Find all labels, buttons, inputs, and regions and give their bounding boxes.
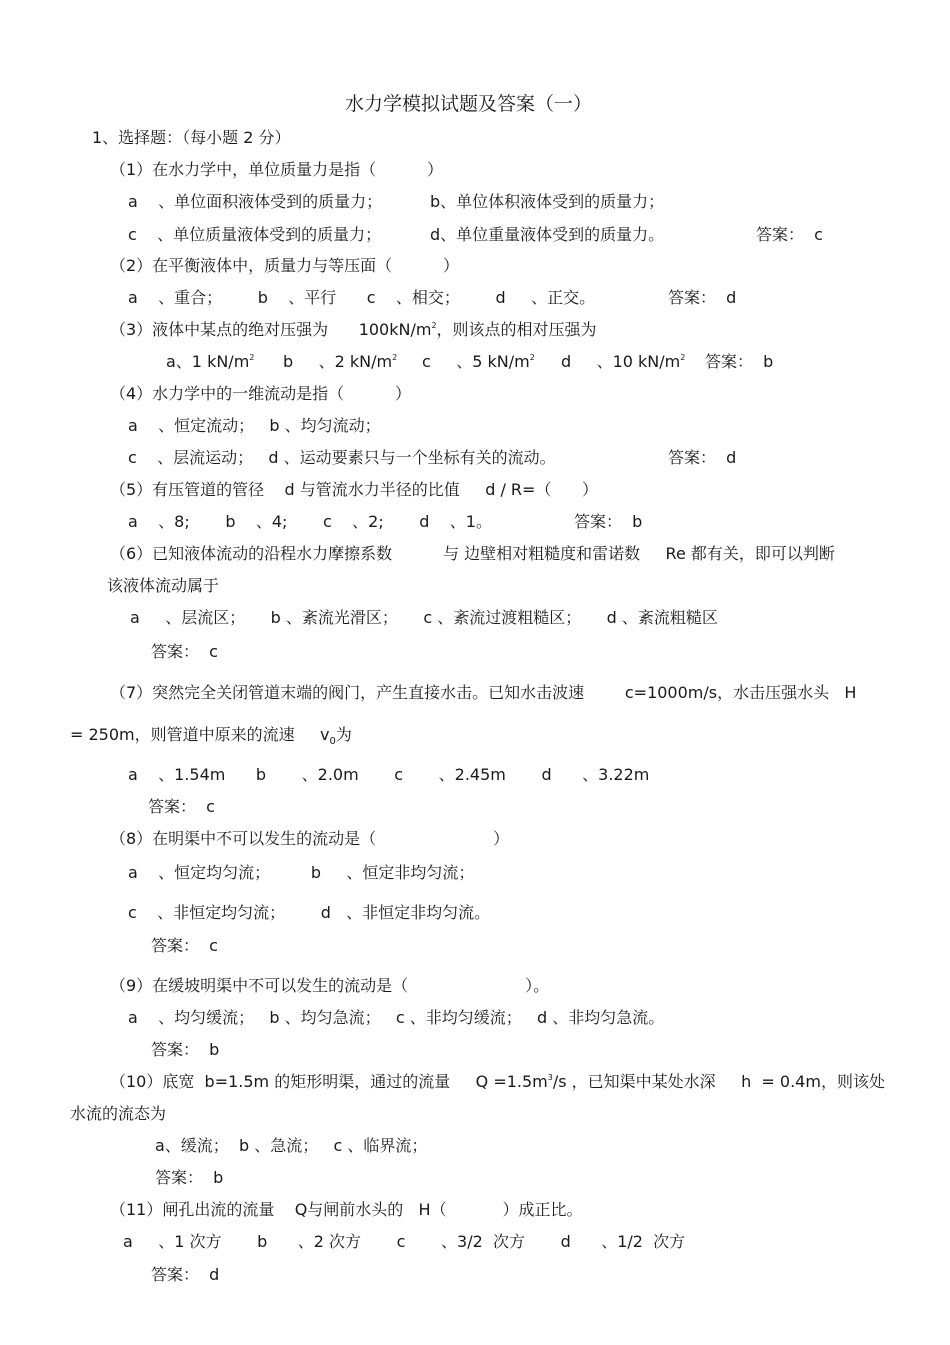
q6-answer: 答案： c xyxy=(151,642,218,661)
q6-stem-cont: 该液体流动属于 xyxy=(107,576,220,595)
q8-stem: （8）在明渠中不可以发生的流动是（ ） xyxy=(110,829,510,848)
q6-stem: （6）已知液体流动的沿程水力摩擦系数 与 边壁相对粗糙度和雷诺数 Re 都有关，即可以判断 xyxy=(110,544,835,563)
q10-options: a、缓流； b 、急流； c 、临界流； xyxy=(155,1136,428,1155)
q8-answer: 答案： c xyxy=(151,936,218,955)
q3-option-b: b 、2 $kN/m^2$ xyxy=(283,352,398,371)
q4-answer: 答案： d xyxy=(668,448,737,467)
q9-answer: 答案： b xyxy=(151,1040,220,1059)
q3-option-c: c 、5 $kN/m^2$ xyxy=(422,352,535,371)
q7-stem: （7）突然完全关闭管道末端的阀门，产生直接水击。已知水击波速 c=1000m/s，水击压强水头 H xyxy=(110,683,857,702)
q4-options-ab: a 、恒定流动； b 、均匀流动； xyxy=(128,416,381,435)
q1-option-b: b、单位体积液体受到的质量力； xyxy=(430,192,665,211)
q3-stem: （3）液体中某点的绝对压强为 $100kN/m^2$，则该点的相对压强为 xyxy=(110,320,597,339)
q4-options-cd: c 、层流运动； d 、运动要素只与一个坐标有关的流动。 xyxy=(128,448,556,467)
q8-options-cd: c 、非恒定均匀流； d 、非恒定非均匀流。 xyxy=(128,903,491,922)
q1-option-d: d、单位重量液体受到的质量力。 xyxy=(430,225,665,244)
q10-stem-cont: 水流的流态为 xyxy=(70,1104,167,1123)
q5-answer: 答案： b xyxy=(574,512,643,531)
q5-stem: （5）有压管道的管径 d 与管流水力半径的比值 d / R=（ ） xyxy=(110,480,598,499)
q6-options: a 、层流区； b 、紊流光滑区； c 、紊流过渡粗糙区； d 、紊流粗糙区 xyxy=(130,608,718,627)
q10-stem: （10）底宽 b=1.5m 的矩形明渠，通过的流量 $Q =1.5m^3/s$ ，已知渠中某处水深 h = 0.4m，则该处 xyxy=(110,1072,885,1091)
q3-option-d: d 、10 $kN/m^2$ xyxy=(561,352,686,371)
q2-stem: （2）在平衡液体中，质量力与等压面（ ） xyxy=(110,256,460,275)
q1-answer: 答案： c xyxy=(756,225,823,244)
q7-options: a 、1.54m b 、2.0m c 、2.45m d 、3.22m xyxy=(128,765,650,784)
q11-answer: 答案： d xyxy=(151,1265,220,1284)
q9-options: a 、均匀缓流； b 、均匀急流； c 、非均匀缓流； d 、非均匀急流。 xyxy=(128,1008,665,1027)
q5-options: a 、8; b 、4; c 、2; d 、1。 xyxy=(128,512,492,531)
q4-stem: （4）水力学中的一维流动是指（ ） xyxy=(110,384,412,403)
q1-option-a: a 、单位面积液体受到的质量力； xyxy=(128,192,383,211)
q9-stem: （9）在缓坡明渠中不可以发生的流动是（ ）。 xyxy=(110,976,550,995)
q7-answer: 答案： c xyxy=(148,797,215,816)
q3-option-a: a、1 $kN/m^2$ xyxy=(166,352,255,371)
q11-options: a 、1 次方 b 、2 次方 c 、3/2 次方 d 、1/2 次方 xyxy=(123,1232,686,1251)
q2-options: a 、重合； b 、平行 c 、相交； d 、正交。 xyxy=(128,288,596,307)
page-title: 水力学模拟试题及答案（一） xyxy=(345,93,593,115)
q11-stem: （11）闸孔出流的流量 Q与闸前水头的 H（ ）成正比。 xyxy=(110,1200,583,1219)
q1-option-c: c 、单位质量液体受到的质量力； xyxy=(128,225,382,244)
q3-answer: 答案： b xyxy=(705,352,774,371)
q10-answer: 答案： b xyxy=(155,1168,224,1187)
q2-answer: 答案： d xyxy=(668,288,737,307)
q8-options-ab: a 、恒定均匀流； b 、恒定非均匀流； xyxy=(128,863,475,882)
q7-stem-cont: = 250m，则管道中原来的流速 $v_0$为 xyxy=(70,725,352,748)
q1-stem: （1）在水力学中，单位质量力是指（ ） xyxy=(110,160,444,179)
section-heading: 1、选择题：（每小题 2 分） xyxy=(92,128,291,147)
